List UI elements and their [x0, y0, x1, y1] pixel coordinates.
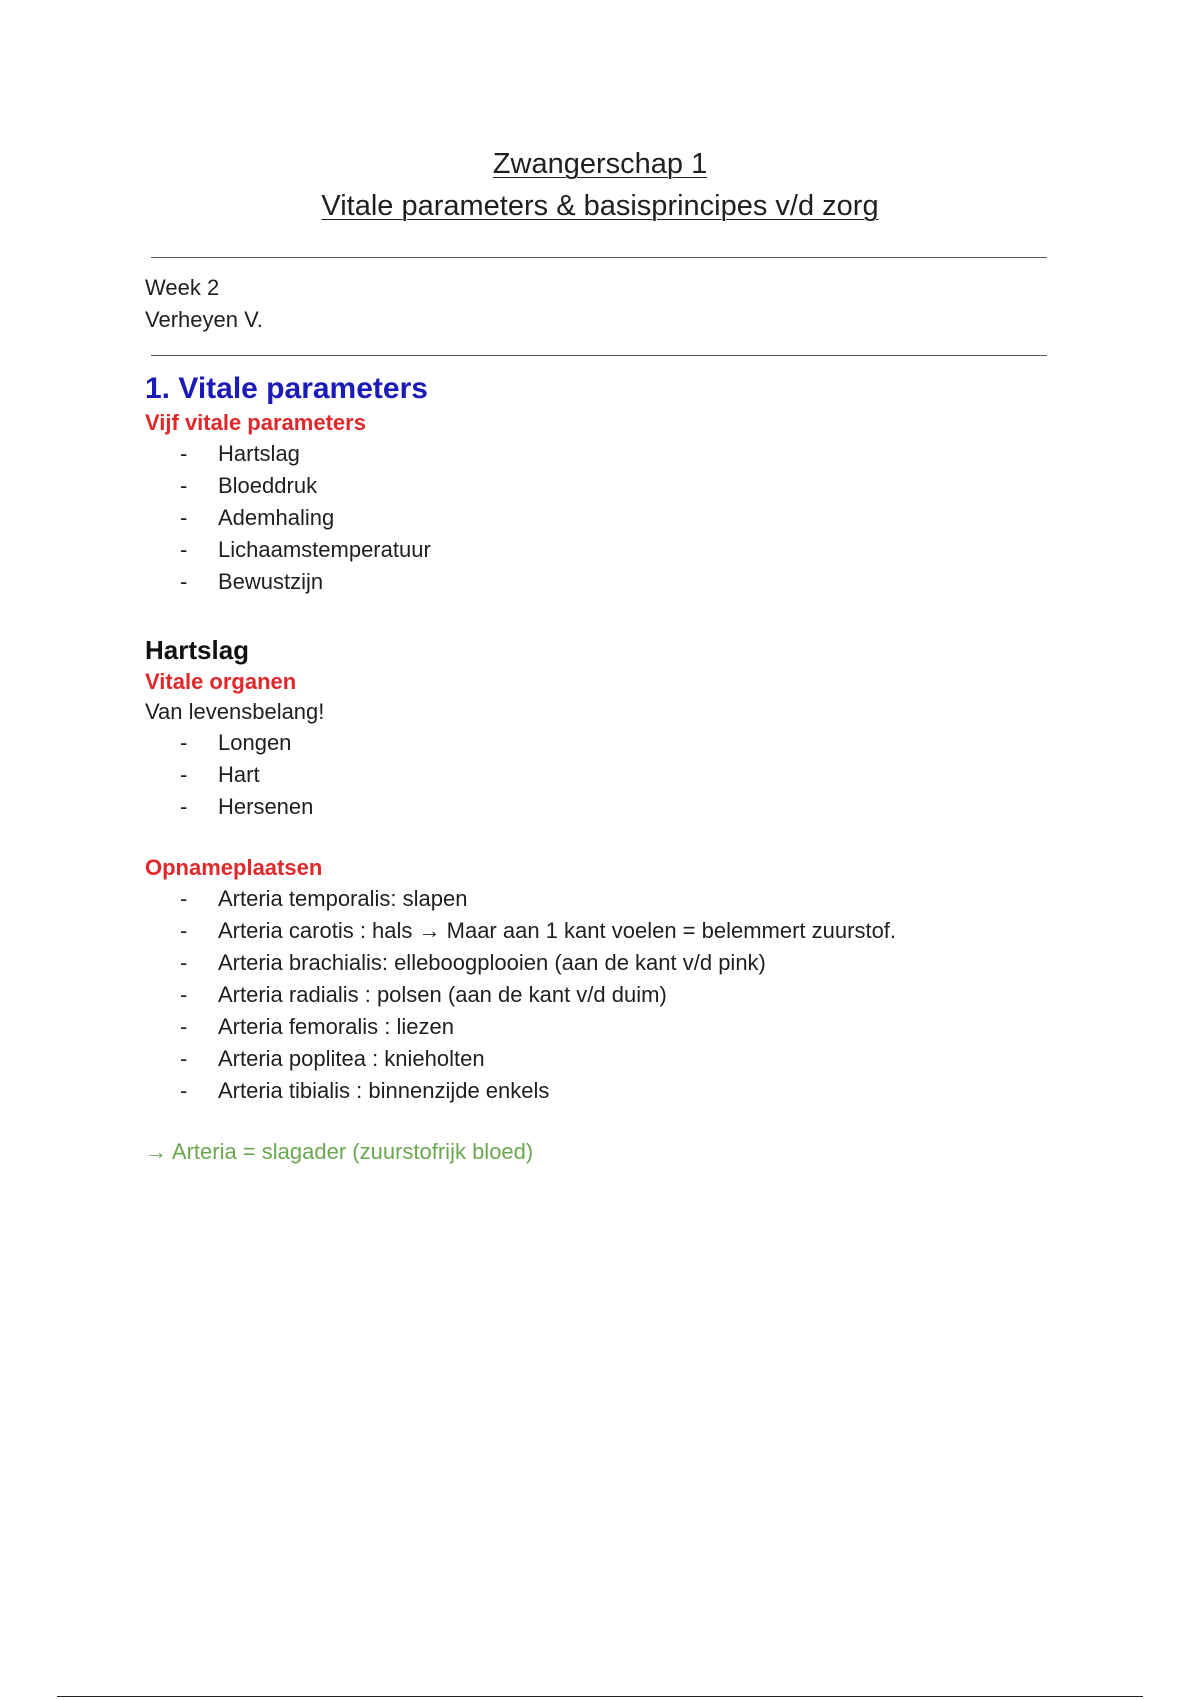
- list-item: [145, 438, 1105, 470]
- list-item-text: Arteria femoralis : liezen: [218, 1014, 454, 1039]
- list-item: [145, 470, 1105, 502]
- list-dash: -: [180, 982, 188, 1007]
- list-dash: -: [180, 1014, 188, 1039]
- list-item-text: Ademhaling: [218, 505, 335, 530]
- document-title: [0, 143, 1200, 227]
- section-heading-vitale-parameters: 1. Vitale parameters: [145, 372, 428, 405]
- divider-top: [151, 257, 1047, 258]
- list-item-text: Longen: [218, 730, 292, 755]
- list-dash: -: [180, 1046, 188, 1071]
- list-item: [145, 883, 1105, 915]
- list-item-text: Lichaamstemperatuur: [218, 537, 431, 562]
- list-item-text: Arteria temporalis: slapen: [218, 886, 468, 911]
- list-item-text: Arteria brachialis: elleboogplooien (aan de kant v/d pink): [218, 950, 766, 975]
- list-item: [145, 979, 1105, 1011]
- meta-block: [145, 272, 263, 336]
- list-dash: -: [180, 505, 188, 530]
- list-item: [145, 915, 1105, 947]
- list-item: [145, 947, 1105, 979]
- pulse-sites-list: [145, 883, 1105, 1107]
- vital-organs-list: [145, 727, 1105, 823]
- subheading-opnameplaatsen: Opnameplaatsen: [145, 855, 323, 880]
- list-item-text: Arteria poplitea : knieholten: [218, 1046, 485, 1071]
- list-dash: -: [180, 473, 188, 498]
- list-item-text: Arteria carotis : hals → Maar aan 1 kant voelen = belemmert zuurstof.: [218, 918, 897, 943]
- list-dash: -: [180, 950, 188, 975]
- list-dash: -: [180, 569, 188, 594]
- arteria-note: → Arteria = slagader (zuurstofrijk bloed): [145, 1139, 534, 1164]
- list-dash: -: [180, 730, 188, 755]
- list-dash: -: [180, 794, 188, 819]
- week-label: Week 2: [145, 275, 220, 300]
- list-item-text: Bloeddruk: [218, 473, 318, 498]
- page-bottom-rule: [57, 1696, 1143, 1697]
- list-item-text: Arteria tibialis : binnenzijde enkels: [218, 1078, 550, 1103]
- subheading-vitale-organen: Vitale organen: [145, 669, 297, 694]
- organs-intro: Van levensbelang!: [145, 699, 325, 724]
- title-line-1: Zwangerschap 1: [492, 148, 708, 180]
- list-item-text: Arteria radialis : polsen (aan de kant v/d duim): [218, 982, 667, 1007]
- list-item-text: Hartslag: [218, 441, 300, 466]
- author-label: Verheyen V.: [145, 307, 263, 332]
- list-dash: -: [180, 537, 188, 562]
- list-item: [145, 727, 1105, 759]
- list-dash: -: [180, 441, 188, 466]
- list-dash: -: [180, 886, 188, 911]
- list-item: [145, 759, 1105, 791]
- title-line-2: Vitale parameters & basisprincipes v/d zorg: [321, 190, 879, 222]
- subheading-vijf-parameters: Vijf vitale parameters: [145, 410, 366, 435]
- vital-parameters-list: [145, 438, 1105, 598]
- list-item: [145, 1043, 1105, 1075]
- list-item: [145, 566, 1105, 598]
- list-dash: -: [180, 1078, 188, 1103]
- list-item: [145, 502, 1105, 534]
- list-item: [145, 1075, 1105, 1107]
- list-item: [145, 1011, 1105, 1043]
- divider-bottom: [151, 355, 1047, 356]
- list-item-text: Hart: [218, 762, 260, 787]
- section-heading-hartslag: Hartslag: [145, 635, 250, 665]
- list-item: [145, 791, 1105, 823]
- list-dash: -: [180, 762, 188, 787]
- list-item: [145, 534, 1105, 566]
- list-dash: -: [180, 918, 188, 943]
- list-item-text: Bewustzijn: [218, 569, 324, 594]
- document-body: [145, 370, 1105, 1167]
- list-item-text: Hersenen: [218, 794, 314, 819]
